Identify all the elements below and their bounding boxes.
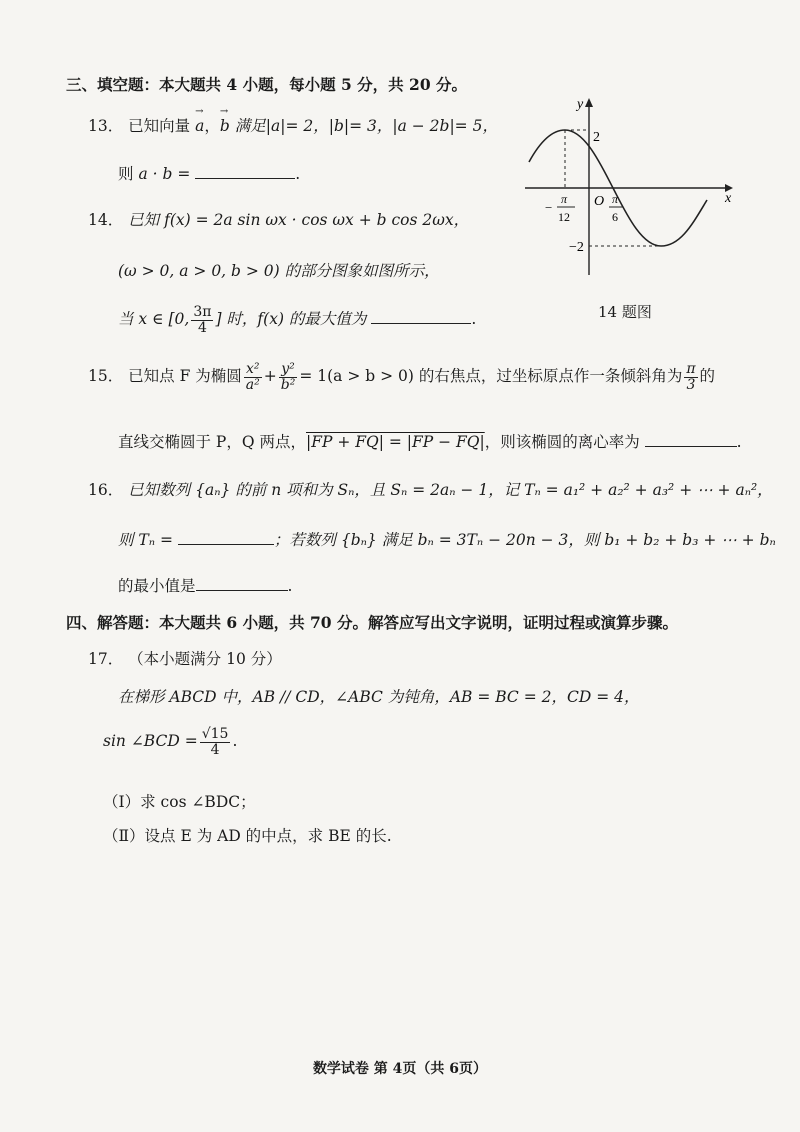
q17-line1 [118, 688, 639, 707]
q13-line1 [88, 117, 498, 136]
q15-text-mid: = 1(a > b > 0) 的右焦点，过坐标原点作一条倾斜角为 [299, 367, 683, 386]
q17-sin-label: sin ∠BCD = [103, 732, 198, 751]
q15-angle-num: π [686, 361, 696, 377]
q15-number: 15． [88, 367, 124, 386]
pos-tick-numerator: π [612, 192, 619, 206]
page-footer: 数学试卷 第 4页（共 6页） [312, 1061, 488, 1077]
q15-text-line2-pre: 直线交椭圆于 P，Q 两点， [118, 433, 306, 451]
y-axis-arrow [585, 98, 593, 107]
min-value-label: −2 [569, 240, 584, 255]
q14-frac-den: 4 [197, 319, 207, 336]
q14-period: . [471, 310, 477, 329]
q13-period: . [295, 165, 301, 183]
q16-min-label: 的最小值是 [118, 577, 196, 595]
q16-sequence-definition: 已知数列 {aₙ} 的前 n 项和为 Sₙ，且 Sₙ = 2aₙ − 1，记 Tₙ = a₁² + a₂² + a₃² + ⋯ + aₙ²， [128, 481, 773, 499]
q14-answer-blank[interactable] [371, 309, 471, 324]
max-value-label: 2 [593, 130, 600, 145]
q15-text-pre: 已知点 F 为椭圆 [128, 367, 242, 386]
y-axis-label: y [577, 97, 584, 112]
x-axis-label: x [725, 191, 732, 206]
q15-answer-blank[interactable] [645, 432, 737, 447]
pos-tick-denominator: 6 [612, 210, 618, 224]
q15-ellipse-x-term [244, 362, 262, 392]
q16-line2 [118, 530, 776, 550]
q14-line2 [118, 262, 440, 281]
q15-plus: + [263, 367, 277, 386]
q16-line3 [118, 576, 292, 596]
q13-line2 [118, 164, 300, 184]
q17-period: . [232, 732, 238, 751]
q13-answer-blank[interactable] [195, 164, 295, 179]
section3-heading: 三、填空题：本大题共 4 小题，每小题 5 分，共 20 分。 [66, 75, 468, 94]
q14-conditions: (ω > 0, a > 0, b > 0) 的部分图象如图所示， [118, 262, 440, 280]
q15-x-num: x² [246, 361, 260, 377]
q14-interval-pre: 当 x ∈ [0, [118, 310, 190, 329]
q13-dot-product: a · b = [138, 165, 191, 183]
q17-frac-num: √15 [201, 726, 229, 742]
q17-trapezoid-statement: 在梯形 ABCD 中，AB // CD，∠ABC 为钝角，AB = BC = 2，CD = 4， [118, 688, 640, 706]
q13-vector-b: → b [220, 117, 230, 136]
q13-text-pre: 已知向量 [128, 117, 191, 135]
q16-line1 [88, 481, 773, 500]
q14-interval-fraction [191, 305, 213, 335]
q13-conditions: 满足|a|= 2，|b|= 3，|a − 2b|= 5， [234, 117, 498, 135]
q16-tn-answer-blank[interactable] [178, 530, 274, 545]
q15-angle-fraction [684, 362, 697, 392]
q17-score-note: （本小题满分 10 分） [128, 650, 282, 668]
q14-figure-caption: 14 题图 [598, 303, 652, 321]
neg-tick-sign: − [545, 200, 553, 215]
q17-frac-den: 4 [210, 741, 220, 758]
q17-line2 [103, 727, 237, 757]
q16-tn-label: 则 Tₙ = [118, 531, 173, 549]
q15-y-den: b² [280, 376, 296, 393]
q17-header [88, 650, 282, 669]
section4-heading: 四、解答题：本大题共 6 小题，共 70 分。解答应写出文字说明，证明过程或演算步骤。 [66, 613, 678, 632]
q15-text-line2-post: ，则该椭圆的离心率为 [484, 433, 640, 451]
q17-part2: （Ⅱ）设点 E 为 AD 的中点，求 BE 的长. [103, 827, 392, 845]
q15-period: . [736, 433, 742, 451]
q13-then: 则 [118, 165, 134, 183]
q16-min-answer-blank[interactable] [196, 576, 288, 591]
q15-text-end: 的 [699, 367, 716, 386]
neg-tick-denominator: 12 [558, 210, 570, 224]
q17-part1: （Ⅰ）求 cos ∠BDC； [103, 793, 256, 811]
q17-number: 17． [88, 650, 124, 668]
q15-line1 [88, 362, 715, 392]
q17-sin-fraction [200, 727, 231, 757]
q15-angle-den: 3 [686, 376, 696, 393]
q16-number: 16． [88, 481, 124, 499]
neg-tick-numerator: π [561, 192, 568, 206]
q15-ellipse-y-term [279, 362, 298, 392]
origin-label: O [594, 194, 605, 209]
q14-interval-post: ] 时，f(x) 的最大值为 [215, 310, 367, 329]
q14-graph [515, 95, 745, 280]
q13-separator: ， [204, 117, 220, 135]
q15-vector-expression: |FP + FQ| = |FP − FQ| [306, 433, 485, 451]
q13-number: 13． [88, 117, 124, 135]
q14-frac-num: 3π [193, 304, 212, 320]
q13-vector-a: → a [195, 117, 204, 136]
q14-line3 [118, 305, 476, 335]
q15-x-den: a² [245, 376, 260, 393]
q14-function: 已知 f(x) = 2a sin ωx · cos ωx + b cos 2ωx， [128, 211, 470, 229]
q15-line2 [118, 432, 742, 452]
q16-bn-definition: ；若数列 {bₙ} 满足 bₙ = 3Tₙ − 20n − 3，则 b₁ + b₂ + b₃ + ⋯ + bₙ [273, 531, 776, 549]
q14-line1 [88, 211, 469, 230]
q15-y-num: y² [281, 361, 295, 377]
q14-number: 14． [88, 211, 124, 229]
q16-period: . [287, 577, 293, 595]
